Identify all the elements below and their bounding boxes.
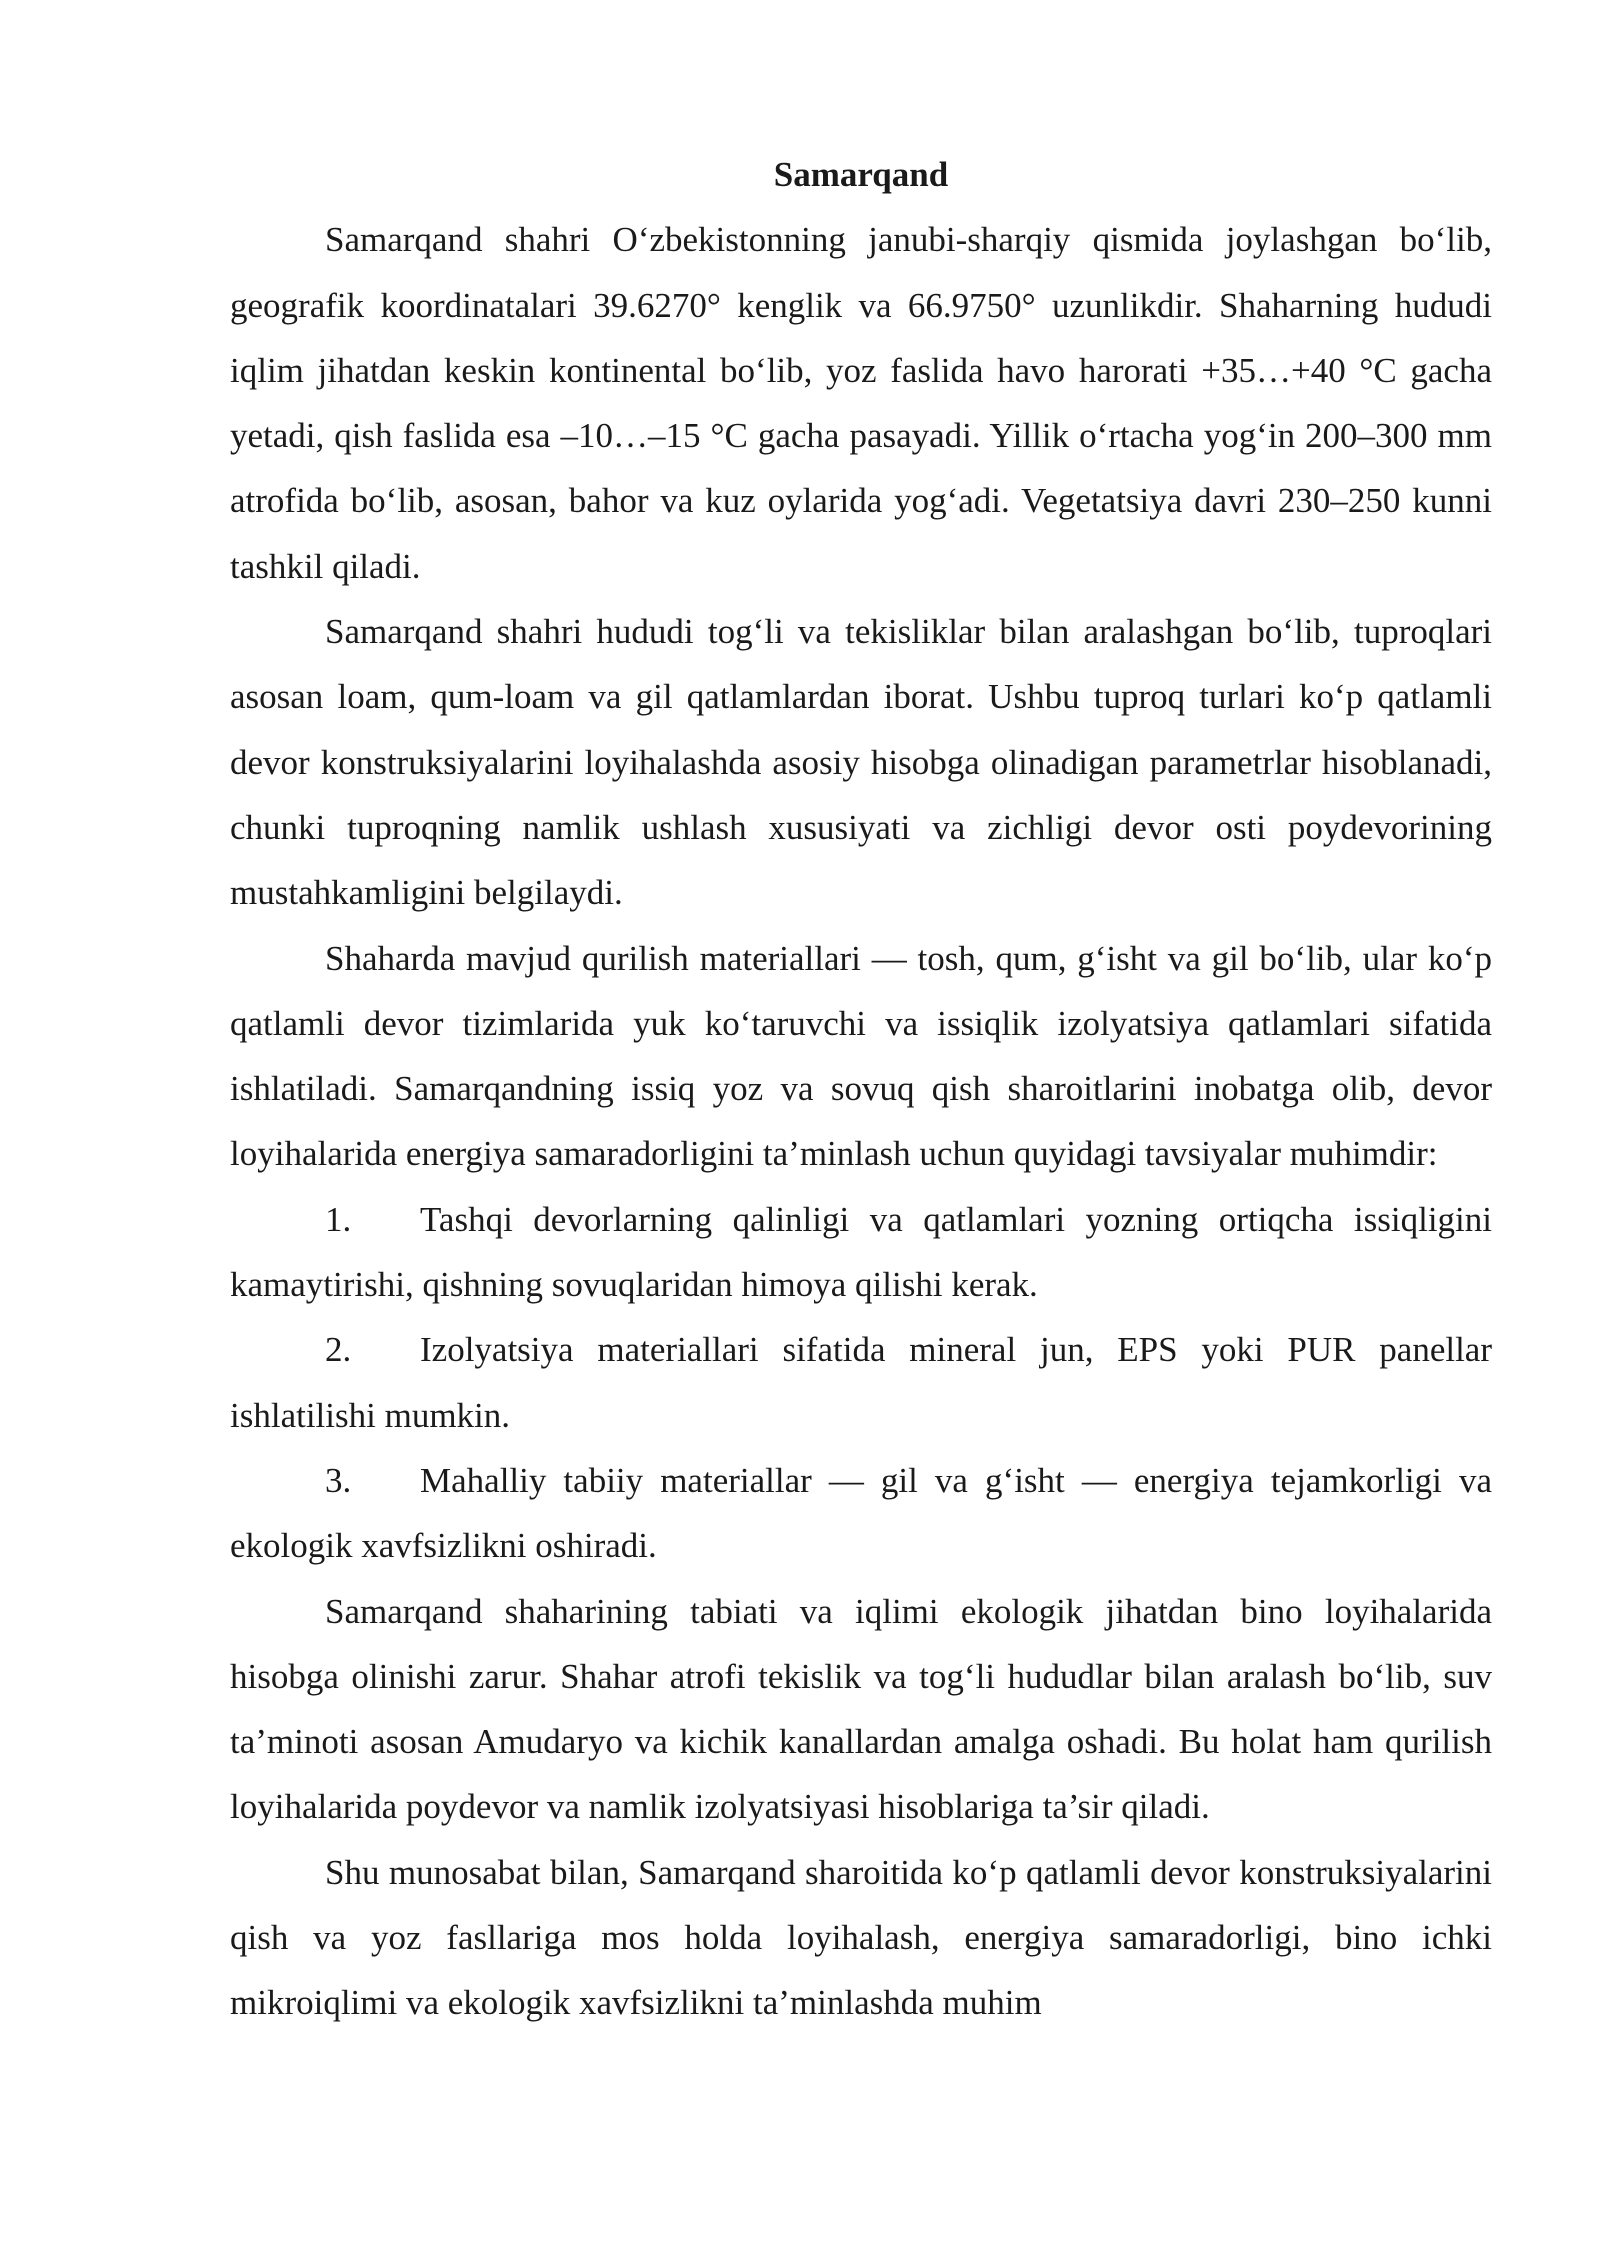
list-item-2 <box>230 1317 1492 1448</box>
paragraph-conclusion: Shu munosabat bilan, Samarqand sharoitida ko‘p qatlamli devor konstruksiyalarini qish va yoz fasllariga mos holda loyihalash, energiya samaradorligi, bino ichki mikroiqlimi va ekologik xavfsizlikni ta’minlashda muhim <box>230 1852 1492 2023</box>
paragraph-ecology: Samarqand shaharining tabiati va iqlimi ekologik jihatdan bino loyihalarida hisobga olinishi zarur. Shahar atrofi tekislik va tog‘li hududlar bilan aralash bo‘lib, suv ta’minoti asosan Amudaryo va kichik kanallardan amalga oshadi. Bu holat ham qurilish loyihalarida poydevor va namlik izolyatsiyasi hisoblariga ta’sir qiladi. <box>230 1591 1492 1827</box>
paragraph-materials: Shaharda mavjud qurilish materiallari — tosh, qum, g‘isht va gil bo‘lib, ular ko‘p qatlamli devor tizimlarida yuk ko‘taruvchi va issiqlik izolyatsiya qatlamlari sifatida ishlatiladi. Samarqandning issiq yoz va sovuq qish sharoitlarini inobatga olib, devor loyihalarida energiya samaradorligini ta’minlash uchun quyidagi tavsiyalar muhimdir: <box>230 938 1492 1174</box>
list-text: Izolyatsiya materiallari sifatida mineral jun, EPS yoki PUR panellar ishlatilishi mumkin. <box>230 1330 1492 1435</box>
list-item-3 <box>230 1448 1492 1579</box>
list-number: 3. <box>325 1460 352 1500</box>
document-body <box>230 142 1492 2036</box>
list-item-1 <box>230 1187 1492 1318</box>
list-text: Tashqi devorlarning qalinligi va qatlamlari yozning ortiqcha issiqligini kamaytirishi, qishning sovuqlaridan himoya qilishi kerak. <box>230 1199 1492 1305</box>
paragraph-climate: Samarqand shahri O‘zbekistonning janubi-sharqiy qismida joylashgan bo‘lib, geografik koordinatalari 39.6270° kenglik va 66.9750° uzunlikdir. Shaharning hududi iqlim jihatdan keskin kontinental bo‘lib, yoz faslida havo harorati +35…+40 °C gacha yetadi, qish faslida esa –10…–15 °C gacha pasayadi. Yillik o‘rtacha yog‘in 200–300 mm atrofida bo‘lib, asosan, bahor va kuz oylarida yog‘adi. Vegetatsiya davri 230–250 kunni tashkil qiladi. <box>230 220 1492 586</box>
list-text: Mahalliy tabiiy materiallar — gil va g‘isht — energiya tejamkorligi va ekologik xavfsizlikni oshiradi. <box>230 1460 1492 1566</box>
document-title: Samarqand <box>773 155 949 194</box>
paragraph-soil: Samarqand shahri hududi tog‘li va tekisliklar bilan aralashgan bo‘lib, tuproqlari asosan loam, qum-loam va gil qatlamlardan iborat. Ushbu tuproq turlari ko‘p qatlamli devor konstruksiyalarini loyihalashda asosiy hisobga olinadigan parametrlar hisoblanadi, chunki tuproqning namlik ushlash xususiyati va zichligi devor osti poydevorining mustahkamligini belgilaydi. <box>230 612 1492 913</box>
list-number: 1. <box>325 1199 352 1239</box>
list-number: 2. <box>325 1330 352 1370</box>
